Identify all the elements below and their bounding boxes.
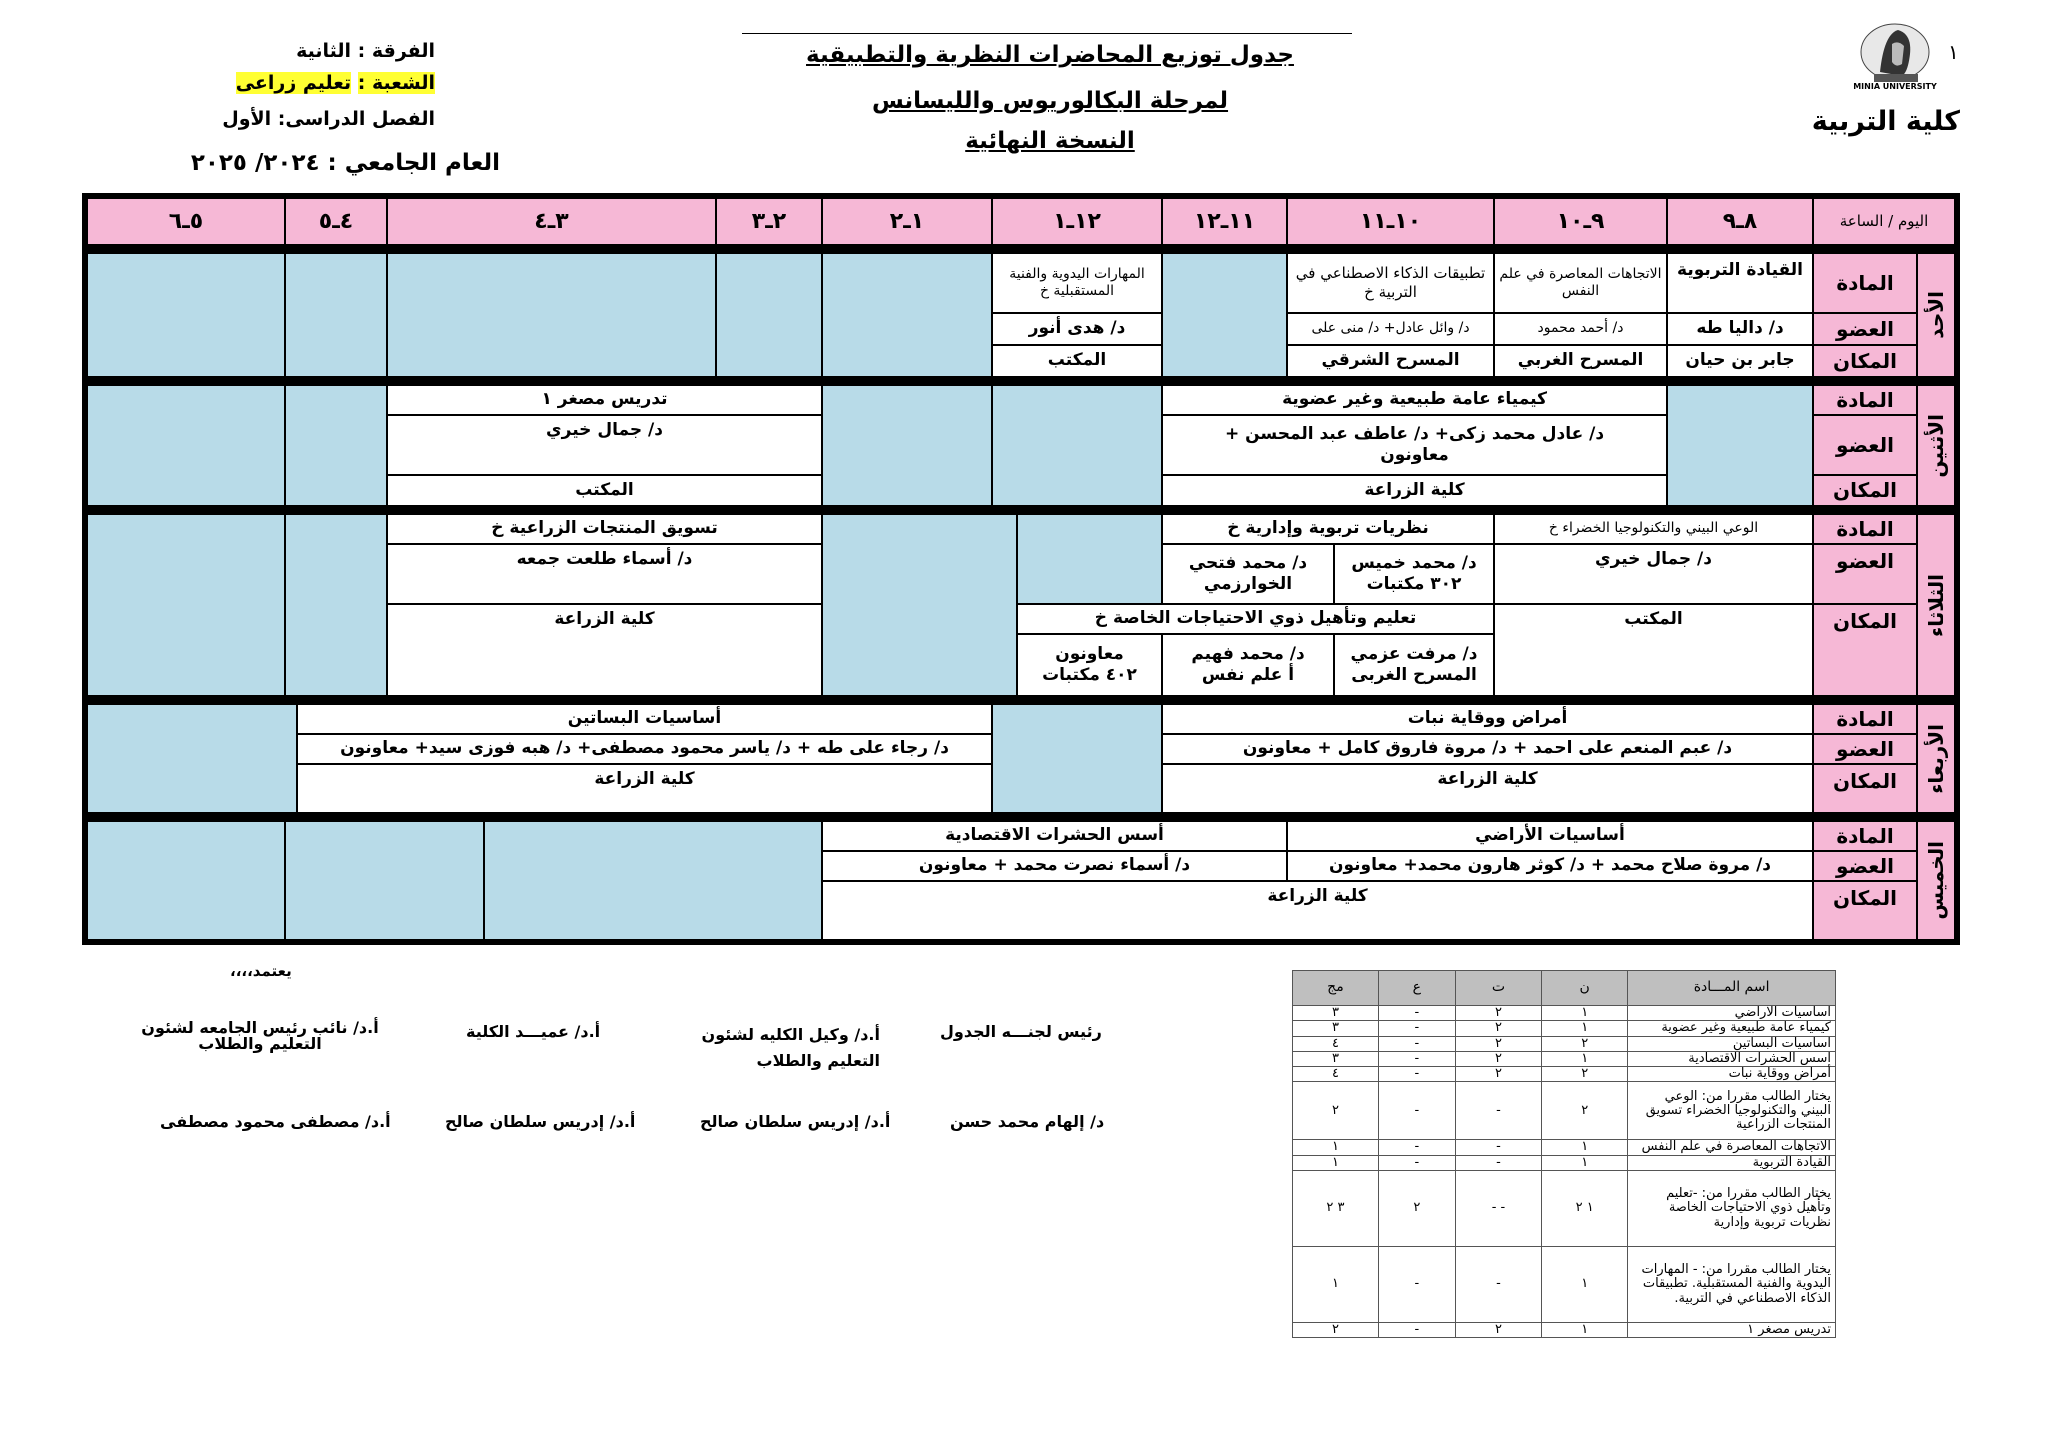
time-slot-7: ٢ـ٣	[716, 198, 822, 245]
time-slot-5: ١٢ـ١	[992, 198, 1162, 245]
sun-s10-empty	[87, 253, 285, 377]
sun-s5-member: د/ هدى أنور	[992, 313, 1162, 345]
mon-s6-empty	[822, 385, 992, 506]
n-value: ١	[1542, 1140, 1628, 1155]
label-member: العضو	[1813, 544, 1917, 604]
t-value: -	[1455, 1140, 1541, 1155]
page-mark: ١	[1948, 40, 1959, 64]
title-line-2: لمرحلة البكالوريوس والليسانس	[871, 88, 1229, 114]
schedule-table	[82, 193, 1960, 945]
label-subject: المادة	[1813, 253, 1917, 313]
course-name: اسس الحشرات الاقتصادية	[1628, 1051, 1836, 1066]
sun-s2-subject: الاتجاهات المعاصرة في علم النفس	[1494, 253, 1667, 313]
table-row	[1293, 1247, 1836, 1323]
sun-s8-empty	[387, 253, 716, 377]
dean-title: أ.د/ عميـــد الكلية	[466, 1022, 601, 1041]
logo-caption: MINIA UNIVERSITY	[1853, 82, 1937, 91]
title-line-1: جدول توزيع المحاضرات النظرية والتطبيقية	[806, 42, 1294, 68]
tue-c-member3: معاونون	[1055, 643, 1124, 664]
mon-a-member: د/ عادل محمد زكى+ د/ عاطف عبد المحسن + معاونون	[1162, 415, 1667, 475]
sun-s3-member: د/ وائل عادل+ د/ منى على	[1287, 313, 1494, 345]
tue-c-place3: ٤٠٢ مكتبات	[1042, 665, 1137, 685]
sun-s7-empty	[716, 253, 822, 377]
label-subject: المادة	[1813, 704, 1917, 734]
table-row	[1293, 1021, 1836, 1036]
mon-s1-empty	[1667, 385, 1813, 506]
table-row	[1293, 1036, 1836, 1051]
t-value: ٢	[1455, 1067, 1541, 1082]
course-name: يختار الطالب مقررا من: الوعي البيني والتكنولوجيا الخضراء تسويق المنتجات الزراعية	[1628, 1082, 1836, 1140]
col-total: مج	[1293, 971, 1379, 1006]
mon-a-subject: كيمياء عامة طبيعية وغير عضوية	[1162, 385, 1667, 415]
total-value: ٣	[1293, 1021, 1379, 1036]
sun-s1-place: جابر بن حيان	[1667, 345, 1813, 377]
tue-c-place1: المسرح الغربى	[1351, 665, 1477, 685]
tue-a-subject: الوعي البيني والتكنولوجيا الخضراء خ	[1494, 514, 1813, 544]
division-box	[230, 72, 435, 94]
time-slot-8: ٣ـ٤	[387, 198, 716, 245]
time-header-corner: اليوم / الساعة	[1813, 198, 1955, 245]
t-value: -	[1455, 1155, 1541, 1170]
label-member: العضو	[1813, 734, 1917, 764]
label-member: العضو	[1813, 851, 1917, 881]
course-name: تدريس مصغر ١	[1628, 1323, 1836, 1338]
total-value: ٣ ٢	[1293, 1171, 1379, 1247]
semester-label: الفصل الدراسى: الأول	[222, 108, 435, 130]
thu-place: كلية الزراعة	[822, 881, 1813, 940]
col-t: ت	[1455, 971, 1541, 1006]
header-rule	[742, 33, 1352, 34]
a-value: -	[1378, 1247, 1455, 1323]
table-row	[1293, 1051, 1836, 1066]
n-value: ١ ٢	[1542, 1171, 1628, 1247]
wed-a-subject: أمراض ووقاية نبات	[1162, 704, 1813, 734]
t-value: ٢	[1455, 1036, 1541, 1051]
course-name: يختار الطالب مقررا من: - المهارات اليدوية والفنية المستقبلية. تطبيقات الذكاء الاصطناعي في التربية.	[1628, 1247, 1836, 1323]
n-value: ١	[1542, 1051, 1628, 1066]
wed-b-member: د/ رجاء على طه + د/ ياسر محمود مصطفى+ د/ هبه فوزى سيد+ معاونون	[297, 734, 992, 764]
tue-c-member2: د/ محمد فهيم	[1191, 643, 1305, 664]
tue-a-member: د/ جمال خيري	[1494, 544, 1813, 604]
col-course-name: اسم المـــادة	[1628, 971, 1836, 1006]
wed-a-place: كلية الزراعة	[1162, 764, 1813, 813]
tue-d-subject: تسويق المنتجات الزراعية خ	[387, 514, 822, 544]
a-value: -	[1378, 1006, 1455, 1021]
time-slot-1: ٨ـ٩	[1667, 198, 1813, 245]
course-name: الاتجاهات المعاصرة في علم النفس	[1628, 1140, 1836, 1155]
mon-s10-empty	[87, 385, 285, 506]
label-place: المكان	[1813, 604, 1917, 696]
thu-b-subject: أسس الحشرات الاقتصادية	[822, 821, 1287, 851]
total-value: ٤	[1293, 1067, 1379, 1082]
year-label: الفرقة : الثانية	[296, 40, 435, 62]
thu-s10-empty	[87, 821, 285, 940]
day-sunday: الأحد	[1917, 253, 1955, 377]
course-name: أمراض ووقاية نبات	[1628, 1067, 1836, 1082]
table-row	[1293, 1140, 1836, 1155]
tue-c-place2: أ علم نفس	[1201, 665, 1295, 685]
n-value: ٢	[1542, 1067, 1628, 1082]
mon-b-member: د/ جمال خيري	[387, 415, 822, 475]
title-line-3: النسخة النهائية	[965, 128, 1135, 154]
mon-s5-empty	[992, 385, 1162, 506]
tue-b-subject: نظريات تربوية وإدارية خ	[1162, 514, 1494, 544]
n-value: ١	[1542, 1323, 1628, 1338]
tue-a-place: المكتب	[1494, 604, 1813, 696]
committee-head-name: د/ إلهام محمد حسن	[950, 1112, 1105, 1131]
n-value: ١	[1542, 1006, 1628, 1021]
course-name: كيمياء عامة طبيعية وغير عضوية	[1628, 1021, 1836, 1036]
table-row	[1293, 1067, 1836, 1082]
tue-s10-empty	[87, 514, 285, 696]
total-value: ٣	[1293, 1051, 1379, 1066]
a-value: -	[1378, 1036, 1455, 1051]
tue-s5-empty	[1017, 514, 1162, 604]
sun-s3-place: المسرح الشرقي	[1287, 345, 1494, 377]
label-place: المكان	[1813, 345, 1917, 377]
division-label: الشعبة :	[357, 72, 435, 94]
sun-s4-empty	[1162, 253, 1287, 377]
tue-b-member1-room: ٣٠٢ مكتبات	[1366, 574, 1462, 594]
total-value: ١	[1293, 1247, 1379, 1323]
wed-s10-empty	[87, 704, 297, 813]
university-logo	[1840, 14, 1950, 102]
total-value: ٤	[1293, 1036, 1379, 1051]
faculty-name: كلية التربية	[1811, 106, 1960, 137]
tue-c-member1: د/ مرفت عزمي	[1350, 643, 1478, 664]
credit-table-header	[1293, 971, 1836, 1006]
thu-s8-empty	[285, 821, 484, 940]
label-place: المكان	[1813, 881, 1917, 940]
day-tuesday: الثلاثاء	[1917, 514, 1955, 696]
table-row	[1293, 1082, 1836, 1140]
label-member: العضو	[1813, 415, 1917, 475]
total-value: ٢	[1293, 1082, 1379, 1140]
table-row	[1293, 1323, 1836, 1338]
t-value: ٢	[1455, 1006, 1541, 1021]
t-value: -	[1455, 1082, 1541, 1140]
sun-s1-subject: القيادة التربوية	[1667, 253, 1813, 313]
table-row	[1293, 1155, 1836, 1170]
thu-s7-empty	[484, 821, 822, 940]
label-subject: المادة	[1813, 514, 1917, 544]
col-a: ع	[1378, 971, 1455, 1006]
tue-b-member1-name: د/ محمد خميس	[1351, 552, 1477, 573]
day-monday: الأثنين	[1917, 385, 1955, 506]
day-wednesday: الأربعاء	[1917, 704, 1955, 813]
a-value: -	[1378, 1051, 1455, 1066]
thu-b-member: د/ أسماء نصرت محمد + معاونون	[822, 851, 1287, 881]
a-value: -	[1378, 1082, 1455, 1140]
t-value: ٢	[1455, 1051, 1541, 1066]
label-place: المكان	[1813, 764, 1917, 813]
n-value: ١	[1542, 1247, 1628, 1323]
a-value: -	[1378, 1323, 1455, 1338]
tue-c-subject: تعليم وتأهيل ذوي الاحتياجات الخاصة خ	[1017, 604, 1494, 634]
tue-b-member1	[1334, 544, 1494, 604]
a-value: -	[1378, 1155, 1455, 1170]
a-value: ٢	[1378, 1171, 1455, 1247]
time-slot-10: ٥ـ٦	[87, 198, 285, 245]
n-value: ٢	[1542, 1036, 1628, 1051]
tue-c-group3	[1017, 634, 1162, 696]
label-subject: المادة	[1813, 385, 1917, 415]
course-name: اساسيات الاراضي	[1628, 1006, 1836, 1021]
credit-hours-table	[1292, 970, 1836, 1338]
a-value: -	[1378, 1140, 1455, 1155]
sun-s2-member: د/ أحمد محمود	[1494, 313, 1667, 345]
label-subject: المادة	[1813, 821, 1917, 851]
sun-s9-empty	[285, 253, 387, 377]
mon-b-place: المكتب	[387, 475, 822, 506]
vp-title: أ.د/ نائب رئيس الجامعه لشئون التعليم والطلاب	[141, 1018, 379, 1053]
vp-name: أ.د/ مصطفى محمود مصطفى	[160, 1112, 391, 1131]
mon-s9-empty	[285, 385, 387, 506]
t-value: ٢	[1455, 1021, 1541, 1036]
n-value: ٢	[1542, 1082, 1628, 1140]
sun-s5-place: المكتب	[992, 345, 1162, 377]
mon-b-subject: تدريس مصغر ١	[387, 385, 822, 415]
table-row	[1293, 1006, 1836, 1021]
time-slot-6: ١ـ٢	[822, 198, 992, 245]
total-value: ١	[1293, 1155, 1379, 1170]
approve-label: يعتمد،،،،	[230, 962, 292, 980]
total-value: ٢	[1293, 1323, 1379, 1338]
course-name: اساسيات البساتين	[1628, 1036, 1836, 1051]
a-value: -	[1378, 1067, 1455, 1082]
dean-name: أ.د/ إدريس سلطان صالح	[445, 1112, 636, 1131]
time-slot-2: ٩ـ١٠	[1494, 198, 1667, 245]
t-value: ٢	[1455, 1323, 1541, 1338]
a-value: -	[1378, 1021, 1455, 1036]
sun-s1-member: د/ داليا طه	[1667, 313, 1813, 345]
sun-s2-place: المسرح الغربي	[1494, 345, 1667, 377]
table-row	[1293, 1171, 1836, 1247]
n-value: ١	[1542, 1021, 1628, 1036]
tue-b-member2: د/ محمد فتحي الخوارزمي	[1162, 544, 1334, 604]
n-value: ١	[1542, 1155, 1628, 1170]
vice-dean-title: أ.د/ وكيل الكليه لشئون التعليم والطلاب	[701, 1025, 880, 1070]
thu-a-subject: أساسيات الأراضي	[1287, 821, 1813, 851]
tue-s6-empty	[822, 514, 1017, 696]
label-member: العضو	[1813, 313, 1917, 345]
col-n: ن	[1542, 971, 1628, 1006]
t-value: - -	[1455, 1171, 1541, 1247]
wed-b-subject: أساسيات البساتين	[297, 704, 992, 734]
academic-year: العام الجامعي : ٢٠٢٤/ ٢٠٢٥	[190, 150, 500, 176]
time-slot-4: ١١ـ١٢	[1162, 198, 1287, 245]
sun-s6-empty	[822, 253, 992, 377]
tue-c-group2	[1162, 634, 1334, 696]
time-slot-3: ١٠ـ١١	[1287, 198, 1494, 245]
total-value: ١	[1293, 1140, 1379, 1155]
t-value: -	[1455, 1247, 1541, 1323]
tue-s9-empty	[285, 514, 387, 696]
time-slot-9: ٤ـ٥	[285, 198, 387, 245]
tue-d-member: د/ أسماء طلعت جمعه	[387, 544, 822, 604]
wed-a-member: د/ عبم المنعم على احمد + د/ مروة فاروق كامل + معاونون	[1162, 734, 1813, 764]
sun-s5-subject: المهارات اليدوية والفنية المستقبلية خ	[992, 253, 1162, 313]
tue-d-place: كلية الزراعة	[387, 604, 822, 696]
course-name: يختار الطالب مقررا من: -تعليم وتأهيل ذوي الاحتياجات الخاصة نظريات تربوية وإدارية	[1628, 1171, 1836, 1247]
thu-a-member: د/ مروة صلاح محمد + د/ كوثر هارون محمد+ معاونون	[1287, 851, 1813, 881]
course-name: القيادة التربوية	[1628, 1155, 1836, 1170]
committee-head-title: رئيس لجنـــه الجدول	[940, 1022, 1102, 1041]
tue-c-group1	[1334, 634, 1494, 696]
wed-b-place: كلية الزراعة	[297, 764, 992, 813]
sun-s3-subject: تطبيقات الذكاء الاصطناعي في التربية خ	[1287, 253, 1494, 313]
division-value: تعليم زراعى	[235, 72, 352, 94]
total-value: ٣	[1293, 1006, 1379, 1021]
wed-s5-empty	[992, 704, 1162, 813]
vice-dean-name: أ.د/ إدريس سلطان صالح	[700, 1112, 891, 1131]
label-place: المكان	[1813, 475, 1917, 506]
mon-a-place: كلية الزراعة	[1162, 475, 1667, 506]
day-thursday: الخميس	[1917, 821, 1955, 940]
